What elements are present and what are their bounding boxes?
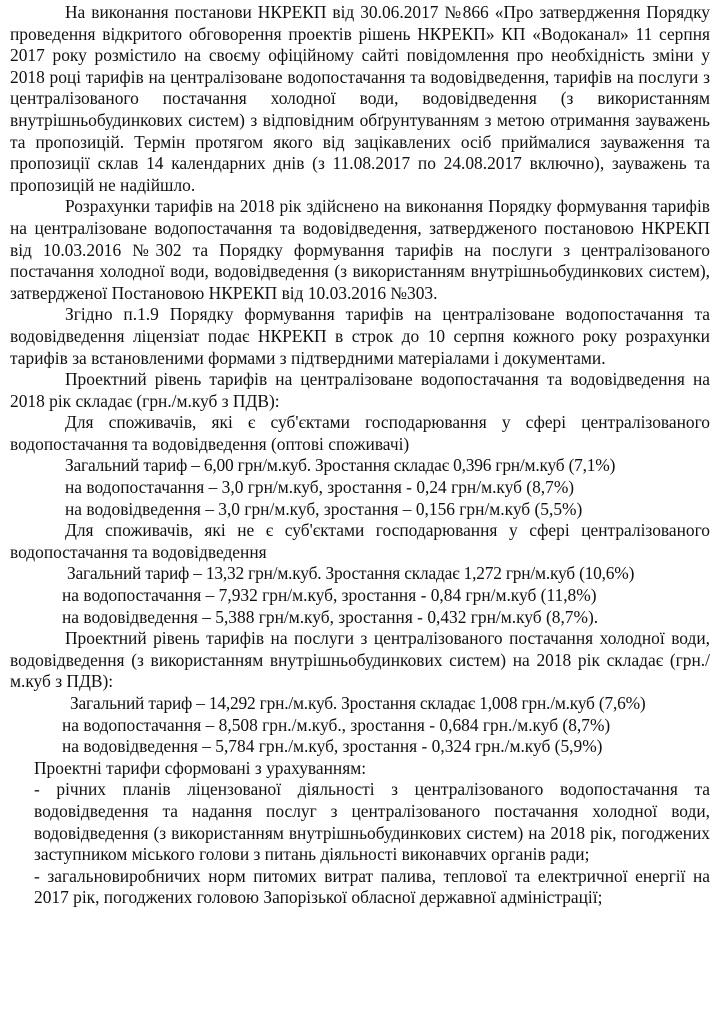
- wholesale-drainage-tariff: на водовідведення – 3,0 грн/м.куб, зростання – 0,156 грн/м.куб (5,5%): [65, 498, 583, 519]
- paragraph-tariff-level-intro: Проектний рівень тарифів на централізоване водопостачання та водовідведення на 2018 рік складає (грн./м.куб з ПДВ):: [10, 369, 710, 411]
- wholesale-supply-tariff: на водопостачання – 3,0 грн/м.куб, зростання - 0,24 грн/м.куб (8,7%): [65, 477, 575, 498]
- tariff-basis-list: [10, 779, 710, 909]
- tariff-basis-item: - річних планів ліцензованої діяльності з централізованого водопостачання та водовідведення та надання послуг з централізованого постачання холодної води, водовідведення (з використанням внутрішньобудинкових систем) на 2018 рік, погоджених заступником міського голови з питань діяльності виконавчих органів ради;: [34, 779, 710, 865]
- paragraph-calculation-basis: Розрахунки тарифів на 2018 рік здійснено на виконання Порядку формування тарифів на централізоване водопостачання та водовідведення, затвердженого постановою НКРЕКП від 10.03.2016 №302 та Порядку формування тарифів на послуги з централізованого постачання холодної води, водовідведення (з використанням внутрішньобудинкових систем), затвердженої Постановою НКРЕКП від 10.03.2016 №303.: [10, 196, 710, 303]
- service-tariffs-heading: Проектний рівень тарифів на послуги з централізованого постачання холодної води, водовідведення (з використанням внутрішньобудинкових систем) на 2018 рік складає (грн./м.куб з ПДВ):: [10, 628, 710, 692]
- tariff-basis: [10, 758, 710, 909]
- non-wholesale-total-tariff: Загальний тариф – 13,32 грн/м.куб. Зростання складає 1,272 грн/м.куб (10,6%): [67, 563, 635, 584]
- document-page: [10, 2, 710, 909]
- service-supply-tariff: на водопостачання – 8,508 грн./м.куб., зростання - 0,684 грн./м.куб (8,7%): [62, 714, 611, 735]
- wholesale-heading: Для споживачів, які є суб'єктами господарювання у сфері централізованого водопостачання та водовідведення (оптові споживачі): [10, 412, 710, 454]
- service-total-tariff: Загальний тариф – 14,292 грн./м.куб. Зростання складає 1,008 грн./м.куб (7,6%): [70, 693, 646, 713]
- paragraph-public-discussion: На виконання постанови НКРЕКП від 30.06.2017 №866 «Про затвердження Порядку проведення відкритого обговорення проектів рішень НКРЕКП» КП «Водоканал» 11 серпня 2017 року розмістило на своєму офіційному сайті повідомлення про необхідність зміни у 2018 році тарифів на централізоване водопостачання та водовідведення, тарифів на послуги з централізованого постачання холодної води, водовідведення (з використанням внутрішньобудинкових систем) з відповідним обґрунтуванням з метою отримання зауважень та пропозицій. Термін протягом якого від зацікавлених осіб приймалися зауваження та пропозиції склав 14 календарних днів (з 11.08.2017 по 24.08.2017 включно), зауважень та пропозицій не надійшло.: [10, 2, 710, 195]
- paragraph-submission-rule: Згідно п.1.9 Порядку формування тарифів на централізоване водопостачання та водовідведення ліцензіат подає НКРЕКП в строк до 10 серпня кожного року розрахунки тарифів за встановленими формами з підтвердними матеріалами і документами.: [10, 304, 710, 368]
- non-wholesale-tariffs: [10, 520, 710, 628]
- non-wholesale-drainage-tariff: на водовідведення – 5,388 грн/м.куб, зростання - 0,432 грн/м.куб (8,7%).: [62, 606, 599, 627]
- non-wholesale-supply-tariff: на водопостачання – 7,932 грн/м.куб, зростання - 0,84 грн/м.куб (11,8%): [62, 585, 597, 606]
- tariff-basis-heading: Проектні тарифи сформовані з урахуванням:: [34, 757, 367, 778]
- wholesale-tariffs: [10, 412, 710, 520]
- service-tariffs: [10, 628, 710, 758]
- tariff-basis-item: - загальновиробничих норм питомих витрат палива, теплової та електричної енергії на 2017 рік, погоджених головою Запорізької обласної державної адміністрації;: [34, 865, 710, 908]
- service-drainage-tariff: на водовідведення – 5,784 грн./м.куб, зростання - 0,324 грн./м.куб (5,9%): [62, 736, 603, 757]
- wholesale-total-tariff: Загальний тариф – 6,00 грн/м.куб. Зростання складає 0,396 грн/м.куб (7,1%): [65, 455, 616, 476]
- non-wholesale-heading: Для споживачів, які не є суб'єктами господарювання у сфері централізованого водопостачання та водовідведення: [10, 520, 710, 562]
